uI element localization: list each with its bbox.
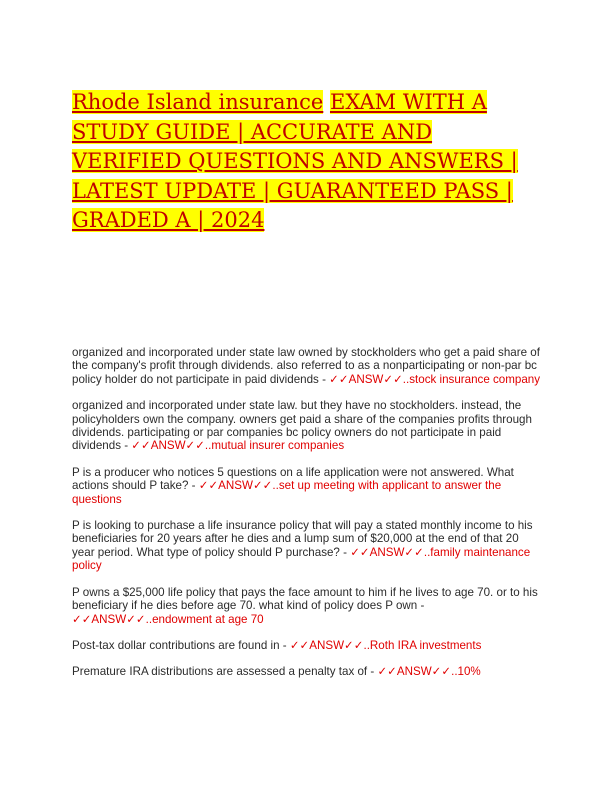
answer-text: ✓✓ANSW✓✓..mutual insurer companies: [131, 439, 345, 453]
question-text: Post-tax dollar contributions are found in -: [72, 638, 290, 652]
qa-item: [72, 346, 544, 386]
question-text: P is looking to purchase a life insurance policy that will pay a stated monthly income to his beneficiaries for 20 years after he dies and a lump sum of $20,000 at the end of that 20 year period. What type of policy should P purchase? -: [72, 519, 533, 559]
qa-item: [72, 639, 544, 652]
document-title: [72, 88, 542, 236]
answer-text: ✓✓ANSW✓✓..endowment at age 70: [72, 612, 264, 626]
qa-item: [72, 519, 544, 573]
answer-text: ✓✓ANSW✓✓..10%: [377, 665, 481, 679]
qa-item: [72, 466, 544, 506]
answer-text: ✓✓ANSW✓✓..family maintenance policy: [72, 545, 531, 573]
title-part-1: Rhode Island insurance: [72, 90, 324, 114]
question-text: P owns a $25,000 life policy that pays the face amount to him if he lives to age 70. or to his beneficiary if he dies before age 70. what kind of policy does P own -: [72, 585, 538, 613]
qa-list: [72, 346, 544, 692]
question-text: organized and incorporated under state law. but they have no stockholders. instead, the policyholders own the company. owners get paid a share of the companies profits through dividends. participating or par companies bc policy owners do not participate in paid dividends -: [72, 399, 532, 453]
qa-item: [72, 586, 544, 626]
qa-item: [72, 399, 544, 453]
question-text: organized and incorporated under state law owned by stockholders who get a paid share of the company's profit through dividends. also referred to as a nonparticipating or non-par bc policy holder do not participate in paid dividends -: [72, 346, 540, 386]
question-text: P is a producer who notices 5 questions on a life application were not answered. What actions should P take? -: [72, 465, 514, 493]
answer-text: ✓✓ANSW✓✓..Roth IRA investments: [289, 638, 482, 652]
title-part-2: EXAM WITH A STUDY GUIDE | ACCURATE AND VERIFIED QUESTIONS AND ANSWERS | LATEST UPDATE | GUARANTEED PASS | GRADED A | 2024: [72, 90, 518, 232]
qa-item: [72, 665, 544, 678]
answer-text: ✓✓ANSW✓✓..stock insurance company: [329, 372, 541, 386]
question-text: Premature IRA distributions are assessed a penalty tax of -: [72, 665, 378, 679]
answer-text: ✓✓ANSW✓✓..set up meeting with applicant to answer the questions: [72, 479, 502, 506]
